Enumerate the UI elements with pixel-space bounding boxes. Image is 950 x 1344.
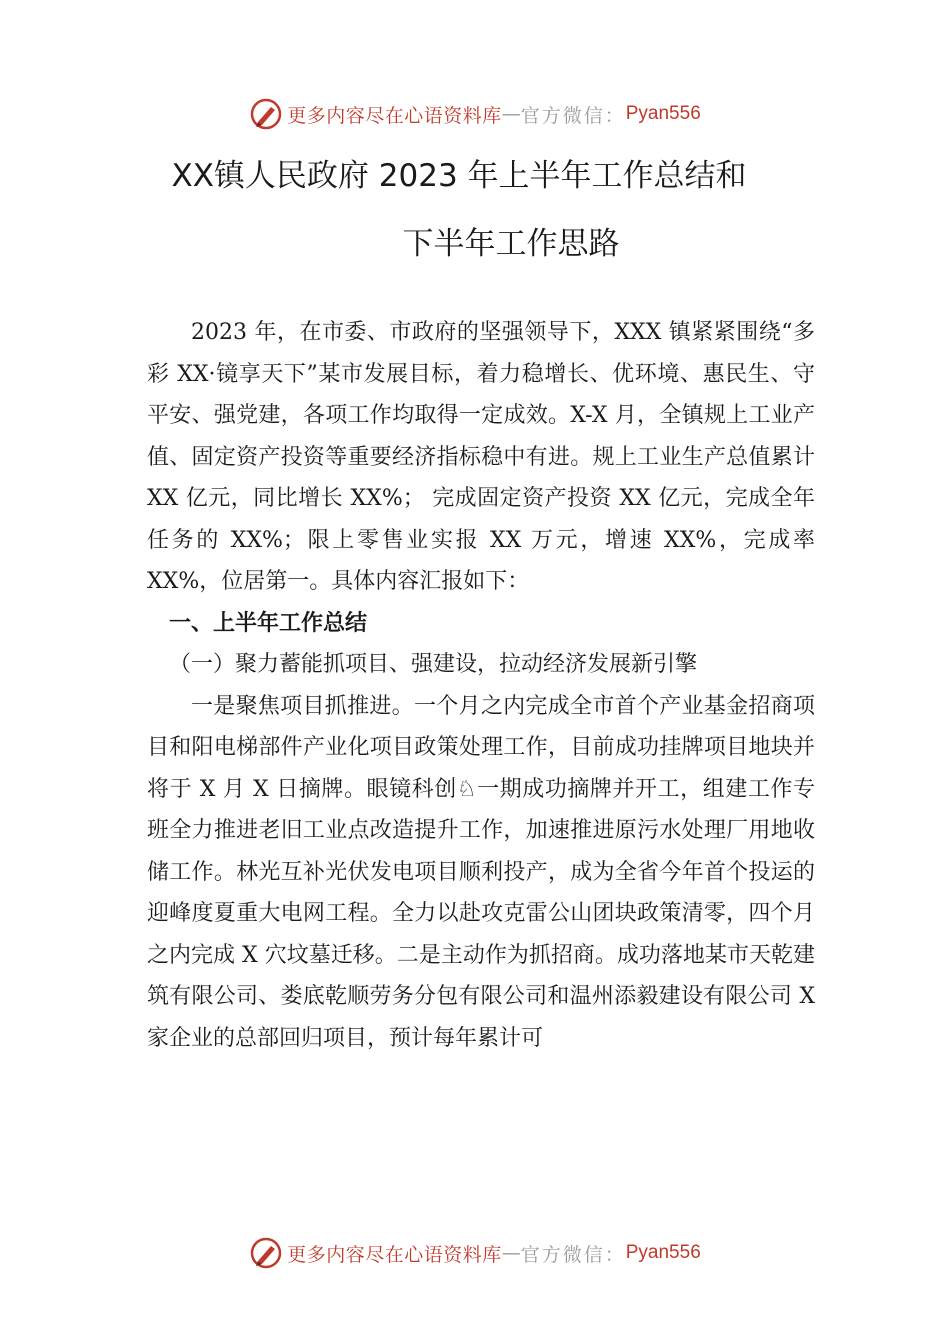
watermark-text: 更多内容尽在心语资料库 [287, 1243, 502, 1266]
body-paragraph: 一是聚焦项目抓推进。一个月之内完成全市首个产业基金招商项目和阳电梯部件产业化项目政策处理工作，目前成功挂牌项目地块并将于 X 月 X 日摘牌。眼镜科创♘一期成功摘牌并开工，组建工作专班全力推进老旧工业点改造提升工作，加速推进原污水处理厂用地收储工作。林光互补光伏发电项目顺利投产，成为全省今年首个投运的迎峰度夏重大电网工程。全力以赴攻克雷公山团块政策清零，四个月之内完成 X 穴坟墓迁移。二是主动作为抓招商。成功落地某市天乾建筑有限公司、娄底乾顺劳务分包有限公司和温州添毅建设有限公司 X 家企业的总部回归项目，预计每年累计可 [147, 693, 815, 1051]
watermark-wechat-id: Pyan556 [625, 1242, 701, 1263]
watermark-label: 官方微信： [520, 1243, 626, 1266]
watermark-separator: — [501, 1242, 521, 1264]
watermark-separator: — [501, 103, 521, 125]
document-title-line2: 下半年工作思路 [402, 226, 620, 262]
subsection-heading: （一）聚力蓄能抓项目、强建设，拉动经济发展新引擎 [169, 652, 698, 677]
watermark-wechat-id: Pyan556 [625, 103, 701, 124]
section-heading: 一、上半年工作总结 [169, 610, 368, 636]
document-body [147, 312, 815, 1059]
intro-paragraph: 2023 年，在市委、市政府的坚强领导下，XXX 镇紧紧围绕“多彩 XX·镜享天下”某市发展目标，着力稳增长、优环境、惠民生、守平安、强党建，各项工作均取得一定成效。X-X 月，全镇规上工业产值、固定资产投资等重要经济指标稳中有进。规上工业生产总值累计 XX 亿元，同比增长 XX%； 完成固定资产投资 XX 亿元，完成全年任务的 XX%；限上零售业实报 XX 万元，增速 XX%，完成率 XX%，位居第一。具体内容汇报如下： [147, 320, 815, 594]
watermark-footer [0, 1233, 950, 1273]
watermark-header [0, 94, 950, 134]
watermark-label: 官方微信： [520, 104, 626, 127]
pen-logo-icon [249, 97, 283, 131]
document-title-line1: XX镇人民政府 2023 年上半年工作总结和 [171, 158, 747, 194]
watermark-text: 更多内容尽在心语资料库 [287, 104, 502, 127]
pen-logo-icon [249, 1236, 283, 1270]
